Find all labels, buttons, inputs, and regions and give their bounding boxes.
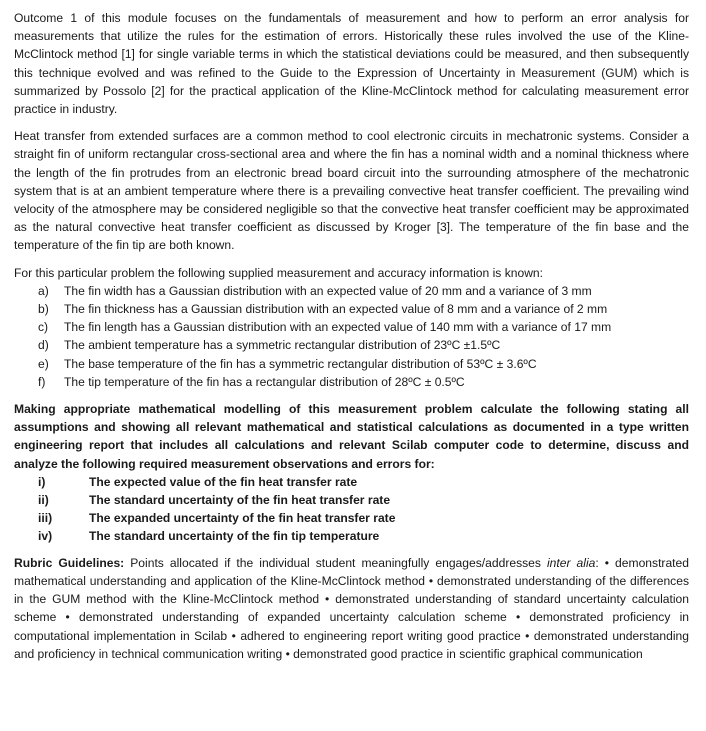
heat-transfer-paragraph: Heat transfer from extended surfaces are a common method to cool electronic circuits in mechatronic systems. Consider a straight fin of uniform rectangular cross-sectional area and where the fin has a nominal width and a nominal thickness where the length of the fin protrudes from an electronic bread board circuit into the surrounding atmosphere of the mechatronic system that is at an ambient temperature where there is a prevailing convective heat transfer coefficient. The prevailing wind velocity of the atmosphere may be considered negligible so that the convective heat transfer coefficient may be approximated as the natural convective heat transfer coefficient as discussed by Kroger [3]. The temperature of the fin base and the temperature of the fin tip are both known. [14, 129, 689, 253]
question-item [38, 473, 689, 491]
rubric-label: Rubric Guidelines: [14, 555, 125, 570]
list-marker: a) [38, 283, 49, 298]
question-text: The expanded uncertainty of the fin heat transfer rate [89, 511, 396, 526]
question-marker: iv) [38, 529, 53, 544]
question-item [38, 527, 689, 545]
question-marker: i) [38, 474, 46, 489]
list-marker: c) [38, 320, 49, 335]
rubric-paragraph [14, 554, 689, 663]
rubric-body: : • demonstrated mathematical understanding and application of the Kline-McClintock method • demonstrated understanding of the differences in the GUM method with the Kline-McClintock method • demonstrated understanding of standard uncertainty calculation scheme • demonstrated understanding of expanded uncertainty calculation scheme • demonstrated proficiency in computational implementation in Scilab • adhered to engineering report writing good practice • demonstrated understanding and proficiency in technical communication writing • demonstrated good practice in scientific graphical communication [14, 555, 689, 661]
list-item [38, 282, 689, 300]
question-item [38, 491, 689, 509]
question-item [38, 509, 689, 527]
question-text: The standard uncertainty of the fin tip temperature [89, 529, 380, 544]
list-item [38, 355, 689, 373]
list-item-text: The tip temperature of the fin has a rectangular distribution of 28ºC ± 0.5ºC [64, 374, 465, 389]
measurement-intro: For this particular problem the following supplied measurement and accuracy information is known: [14, 265, 544, 280]
list-item-text: The ambient temperature has a symmetric rectangular distribution of 23ºC ±1.5ºC [64, 338, 501, 353]
list-item-text: The fin length has a Gaussian distribution with an expected value of 140 mm with a variance of 17 mm [64, 320, 612, 335]
list-item [38, 318, 689, 336]
rubric-italic: inter alia [546, 555, 596, 570]
list-item [38, 300, 689, 318]
question-marker: iii) [38, 511, 53, 526]
list-item-text: The fin thickness has a Gaussian distribution with an expected value of 8 mm and a variance of 2 mm [64, 302, 608, 317]
rubric-lead: Points allocated if the individual student meaningfully engages/addresses [124, 555, 547, 570]
question-marker: ii) [38, 493, 49, 508]
question-list [14, 473, 689, 546]
task-paragraph: Making appropriate mathematical modelling of this measurement problem calculate the following stating all assumptions and showing all relevant mathematical and statistical calculations as documented in a type written engineering report that includes all calculations and relevant Scilab computer code to determine, discuss and analyze the following required measurement observations and errors for: [14, 402, 689, 471]
list-marker: e) [38, 356, 49, 371]
list-item-text: The base temperature of the fin has a symmetric rectangular distribution of 53ºC ± 3.6ºC [64, 356, 537, 371]
outcome-paragraph: Outcome 1 of this module focuses on the fundamentals of measurement and how to perform an error analysis for measurements that utilize the rules for the estimation of errors. Historically these rules involved the use of the Kline-McClintock method [1] for single variable terms in which the statistical deviations could be measured, and then subsequently this technique evolved and was refined to the Guide to the Expression of Uncertainty in Measurement (GUM) which is summarized by Possolo [2] for the practical application of the Kline-McClintock method for calculating measurement error practice in industry. [14, 11, 689, 117]
list-item [38, 336, 689, 354]
list-item-text: The fin width has a Gaussian distribution with an expected value of 20 mm and a variance of 3 mm [64, 283, 592, 298]
list-marker: f) [38, 374, 46, 389]
list-marker: d) [38, 338, 49, 353]
question-text: The standard uncertainty of the fin heat transfer rate [89, 493, 391, 508]
measurement-list [14, 282, 689, 391]
list-item [38, 373, 689, 391]
list-marker: b) [38, 302, 49, 317]
question-text: The expected value of the fin heat transfer rate [89, 474, 358, 489]
